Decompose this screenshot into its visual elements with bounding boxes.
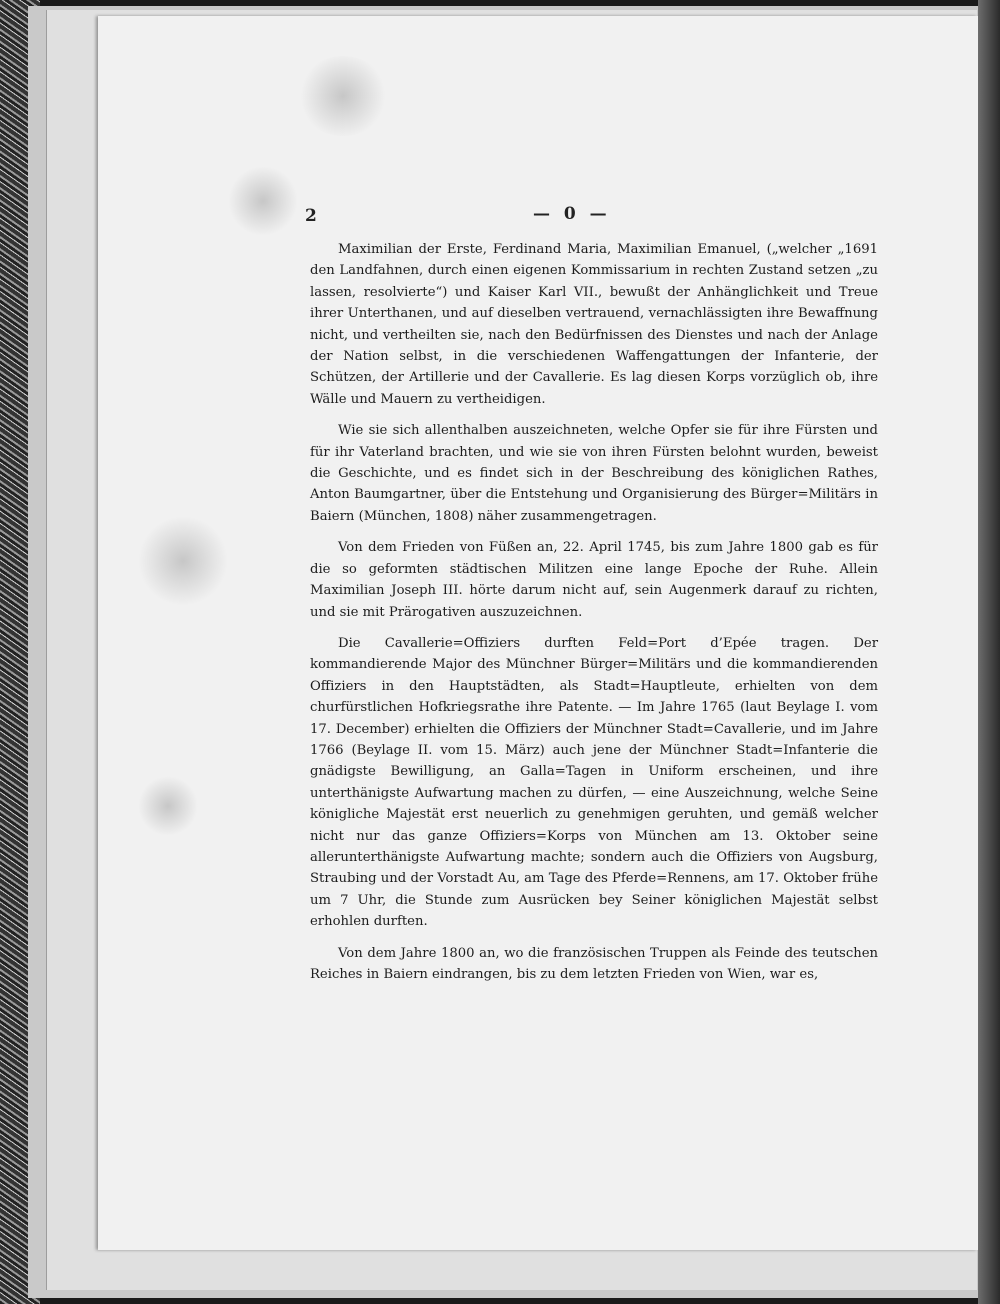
body-text <box>310 239 878 995</box>
paragraph-2: Wie sie sich allenthalben auszeichneten, welche Opfer sie für ihre Fürsten und für ihr Vaterland brachten, und wie sie von ihren Fürsten belohnt wurden, beweist die Geschichte, und es findet sich in der Beschreibung des königlichen Rathes, Anton Baumgartner, über die Entstehung und Organisierung des Bürger=Militärs in Baiern (München, 1808) näher zusammengetragen. <box>310 423 878 524</box>
stain <box>298 56 388 136</box>
paragraph-3: Von dem Frieden von Füßen an, 22. April 1745, bis zum Jahre 1800 gab es für die so geformten städtischen Militzen eine lange Epoche der Ruhe. Allein Maximilian Joseph III. hörte darum nicht auf, sein Augenmerk darauf zu richten, und sie mit Prärogativen auszuzeichnen. <box>310 540 878 620</box>
running-head: — 0 — <box>533 204 611 224</box>
page-header <box>305 206 885 230</box>
paragraph-5: Von dem Jahre 1800 an, wo die französischen Truppen als Feinde des teutschen Reiches in Baiern eindrangen, bis zu dem letzten Frieden von Wien, war es, <box>310 945 878 982</box>
paragraph-4: Die Cavallerie=Offiziers durften Feld=Port d’Epée tragen. Der kommandierende Major des Münchner Bürger=Militärs und die kommandierenden Offiziers in den Hauptstädten, als Stadt=Hauptleute, erhielten von dem churfürstlichen Hofkriegsrathe ihre Patente. — Im Jahre 1765 (laut Beylage I. vom 17. December) erhielten die Offiziers der Münchner Stadt=Cavallerie, und im Jahre 1766 (Beylage II. vom 15. März) auch jene der Münchner Stadt=Infanterie die gnädigste Bewilligung, an Galla=Tagen in Uniform erscheinen, und ihre unterthänigste Aufwartung machen zu dürfen, — eine Auszeichnung, welche Seine königliche Majestät erst neuerlich zu genehmigen geruhten, und gemäß welcher nicht nur das ganze Offiziers=Korps von München am 13. Oktober seine allerunterthänigste Aufwartung machte; sondern auch die Offiziers von Augsburg, Straubing und der Vorstadt Au, am Tage des Pferde=Rennens, am 17. Oktober frühe um 7 Uhr, die Stunde zum Ausrücken bey Seiner königlichen Majestät selbst erhohlen durften. <box>310 635 878 930</box>
stain <box>138 776 198 836</box>
stain <box>138 516 228 606</box>
right-edge <box>978 0 1000 1304</box>
page-number: 2 <box>305 206 317 226</box>
paragraph-1: Maximilian der Erste, Ferdinand Maria, Maximilian Emanuel, („welcher „1691 den Landfahnen, durch einen eigenen Kommissarium in rechten Zustand setzen „zu lassen, resolvierte“) und Kaiser Karl VII., bewußt der Anhänglichkeit und Treue ihrer Unterthanen, und auf dieselben vertrauend, vernachlässigten ihre Bewaffnung nicht, und vertheilten sie, nach den Bedürfnissen des Dienstes und nach der Anlage der Nation selbst, in die verschiedenen Waffengattungen der Infanterie, der Schützen, der Artillerie und der Cavallerie. Es lag diesen Korps vorzüglich ob, ihre Wälle und Mauern zu vertheidigen. <box>310 242 878 407</box>
stain <box>228 166 298 236</box>
